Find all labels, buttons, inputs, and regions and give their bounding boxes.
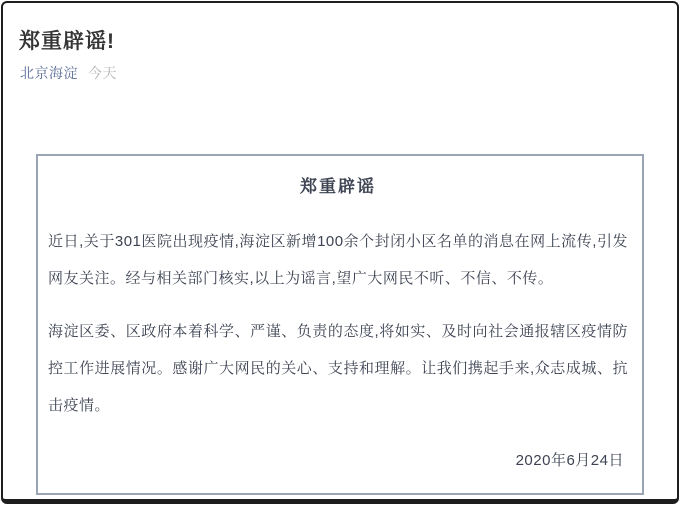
- article-meta: [20, 63, 117, 83]
- article-title: 郑重辟谣!: [19, 30, 115, 53]
- source-account-link[interactable]: 北京海淀: [20, 65, 78, 81]
- notice-box: [36, 154, 644, 495]
- publish-timestamp: 今天: [88, 65, 117, 81]
- notice-paragraph-1: 近日,关于301医院出现疫情,海淀区新增100余个封闭小区名单的消息在网上流传,引发网友关注。经与相关部门核实,以上为谣言,望广大网民不听、不信、不传。: [48, 233, 628, 287]
- notice-paragraph-2: 海淀区委、区政府本着科学、严谨、负责的态度,将如实、及时向社会通报辖区疫情防控工作进展情况。感谢广大网民的关心、支持和理解。让我们携起手来,众志成城、抗击疫情。: [48, 323, 628, 414]
- article-card: [1, 1, 679, 504]
- notice-date: 2020年6月24日: [515, 452, 624, 469]
- notice-heading: 郑重辟谣: [300, 177, 376, 196]
